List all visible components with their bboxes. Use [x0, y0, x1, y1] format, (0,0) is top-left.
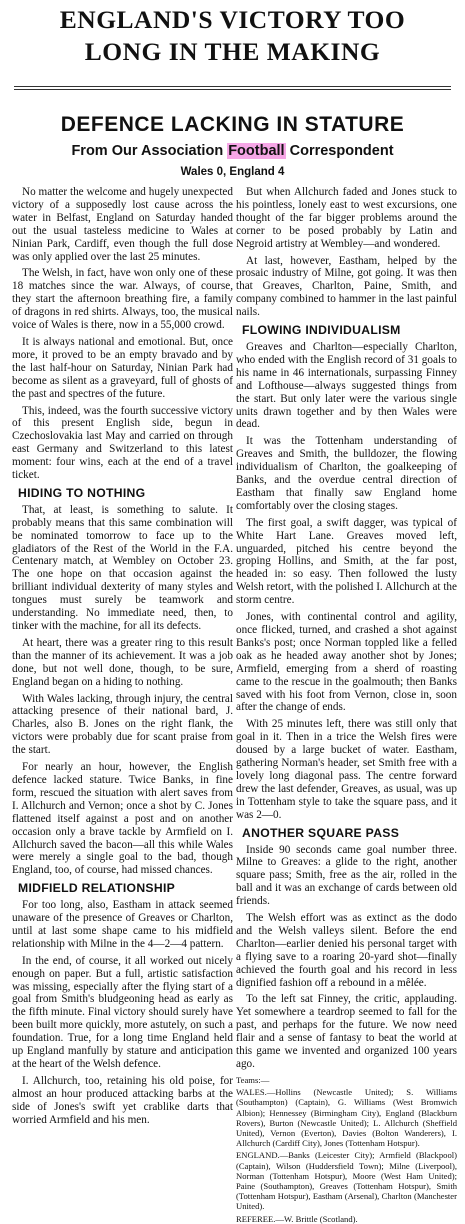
- section-heading: ANOTHER SQUARE PASS: [242, 825, 400, 840]
- article-paragraph: It was the Tottenham understanding of Greaves and Smith, the bulldozer, the flowing individualism of Charlton, the goalkeeping of Banks, and the overdue central direction of Eastham that finally saw England home comfortably over the closing stages.: [236, 435, 457, 512]
- divider-top: [14, 86, 451, 87]
- headline-line-2: LONG IN THE MAKING: [84, 37, 381, 66]
- team-lineup: ENGLAND.—Banks (Leicester City); Armfield (Blackpool) (Captain), Wilson (Huddersfield Town); Milne (Liverpool), Norman (Tottenham Hotspur), Moore (West Ham United); Paine (Southampton), Greaves (Tottenham Hotspur), Smith (Tottenham Hotspur), Eastham (Arsenal), Charlton (Manchester United).: [236, 1150, 457, 1212]
- article-paragraph: At heart, there was a greater ring to this result than the manner of its achievement. It was a job done, but not well done, though, to be sure, England began on a hiding to nothing.: [12, 636, 233, 688]
- article-paragraph: For nearly an hour, however, the English defence lacked stature. Twice Banks, in fine form, rescued the situation with alert saves from I. Allchurch and Vernon; once a shot by C. Jones flattened itself against a post and on another occasion only a brave tackle by Armfield on I. Allchurch saved the bacon—all this while Wales were merely a single goal to the bad, though England, too, of course, had missed chances.: [12, 761, 233, 877]
- search-highlight: Football: [228, 143, 285, 159]
- headline-line-1: ENGLAND'S VICTORY TOO: [59, 5, 406, 34]
- headline: [0, 4, 465, 68]
- article-paragraph: That, at least, is something to salute. It probably means that this same combination will be nominated tomorrow to face up to the gladiators of the Rest of the World in the F.A. Centenary match, at Wembley on October 23. The one hope on that occasion against the brilliant individual dexterity of many styles and tongues must surely be teamwork and understanding. No immediate need, then, to tinker with the machine, for all its defects.: [12, 503, 233, 632]
- byline-suffix: Correspondent: [285, 143, 394, 159]
- article-paragraph: At last, however, Eastham, helped by the prosaic industry of Milne, got going. It was then that Greaves, Charlton, Paine, Smith, and company combined to hammer in the last painful nails.: [236, 254, 457, 319]
- section-heading: HIDING TO NOTHING: [18, 485, 146, 500]
- byline-prefix: From Our Association: [71, 143, 228, 159]
- article-paragraph: This, indeed, was the fourth successive victory of this present English side, begun in Czechoslovakia last May and carried on through east Germany and Switzerland to this latest moment: four wins, each at the end of a travel ticket.: [12, 404, 233, 482]
- article-paragraph: To the left sat Finney, the critic, applauding. Yet somewhere a teardrop seemed to fall for the past, and perhaps for the future. We now need flair and a sense of fantasy to beat the world at this game we invented and organized 100 years ago.: [236, 993, 457, 1070]
- subheadline: DEFENCE LACKING IN STATURE: [60, 113, 405, 136]
- article-paragraph: Jones, with continental control and agility, once flicked, turned, and crashed a shot against Banks's post; once Norman toppled like a felled oak as he headed away another shot by Jones; Armfield, emerging from a sherd of roasting came to the rescue in the goalmouth; then Banks saved with his foot from Vernon, close in, soon after the change of ends.: [236, 611, 457, 714]
- section-heading: FLOWING INDIVIDUALISM: [242, 323, 401, 338]
- team-lineup: Teams:—: [236, 1074, 270, 1085]
- article-paragraph: I. Allchurch, too, retaining his old poise, for almost an hour produced attacking barbs at the side of Jones's swift yet crablike darts that worried Armfield and his men.: [12, 1074, 233, 1126]
- article-paragraph: With Wales lacking, through injury, the central attacking presence of their national bard, J. Charles, also B. Jones on the right flank, the victors were probably due for scant praise from the start.: [12, 692, 233, 757]
- team-lineup: WALES.—Hollins (Newcastle United); S. Williams (Southampton) (Captain), G. Williams (West Bromwich Albion); Hennessey (Birmingham City), England (Blackburn Rovers), Burton (Newcastle United); L. Allchurch (Sheffield United), Vernon (Everton), Davies (Bolton Wanderers), I. Allchurch (Cardiff City), Jones (Tottenham Hotspur).: [236, 1087, 457, 1149]
- article-paragraph: In the end, of course, it all worked out nicely enough on paper. But a full, artistic satisfaction was missing, especially after the flying start of a goal from Smith's bludgeoning head as early as the fifth minute. Final victory should surely have been built more quickly, more astutely, on such a foundation. True, for a long time England held up England manfully by stature and anticipation at the heart of the Welsh defence.: [12, 954, 233, 1070]
- article-paragraph: With 25 minutes left, there was still only that goal in it. Then in a trice the Welsh fires were doused by a large bucket of water. Eastham, gathering Norman's header, set Smith free with a lovely long diagonal pass. The centre forward drew the last defender, Greaves, as usual, was up in Tottenham style to take the square pass, and it was 2—0.: [236, 718, 457, 821]
- article-paragraph: The Welsh, in fact, have won only one of these 18 matches since the war. Always, of course, they start the afternoon breathing fire, a family of dragons in red shirts. Always, too, the musical voice of Wales is there, now in a 55,000 crowd.: [12, 267, 233, 332]
- article-paragraph: But when Allchurch faded and Jones stuck to his pointless, lonely east to west excursions, one thought of the far bigger problems around the corner to be posed probably by Latin and Negroid artistry at Wembley—and wondered.: [236, 186, 457, 250]
- match-score: Wales 0, England 4: [180, 166, 285, 178]
- article-paragraph: It is always national and emotional. But, once more, it proved to be an empty bravado and by the last half-hour on Saturday, Ninian Park had become as silent as a graveyard, full of ghosts of the past and spectres of the future.: [12, 335, 233, 400]
- article-paragraph: Inside 90 seconds came goal number three. Milne to Greaves: a glide to the right, another square pass; Smith, free as the air, rolled in the ball and it was an exchange of cards between old friends.: [236, 843, 457, 908]
- article-paragraph: No matter the welcome and hugely unexpected victory of a supposedly lost cause across the water in Belfast, England on Saturday handed out the usual tasteless medicine to Wales at Ninian Park, Cardiff, even though the full dose was only applied over the last 25 minutes.: [12, 186, 233, 263]
- article-column-right: [236, 186, 457, 1224]
- article-paragraph: Greaves and Charlton—especially Charlton, who ended with the English record of 31 goals to his name in 46 internationals, surpassing Finney and Lofthouse—always suggested things from the start. But only later were the various single units drawn together and by then Wales were dead.: [236, 340, 457, 431]
- section-heading: MIDFIELD RELATIONSHIP: [18, 881, 176, 896]
- article-paragraph: The Welsh effort was as extinct as the dodo and the Welsh valleys silent. Before the end Charlton—earlier denied his personal target with a flying save to a roaring 20-yard shot—finally achieved the fourth goal and his record in less dignified fashion off a rebound in a mêlée.: [236, 912, 457, 989]
- article-paragraph: For too long, also, Eastham in attack seemed unaware of the presence of Greaves or Charlton, until at last some shape came to his midfield relationship with Milne in the 4—2—4 pattern.: [12, 899, 233, 950]
- article-column-left: [12, 186, 233, 1126]
- byline: [0, 143, 465, 159]
- divider-bottom: [14, 89, 451, 90]
- article-paragraph: The first goal, a swift dagger, was typical of White Hart Lane. Greaves moved left, unguarded, pitched his centre beyond the groping Hollins, and Smith, at the far post, headed in: so easy. Then followed the lusty Welsh retort, with the polished I. Allchurch at the storm centre.: [236, 516, 457, 607]
- team-lineup: REFEREE.—W. Brittle (Scotland).: [236, 1213, 358, 1224]
